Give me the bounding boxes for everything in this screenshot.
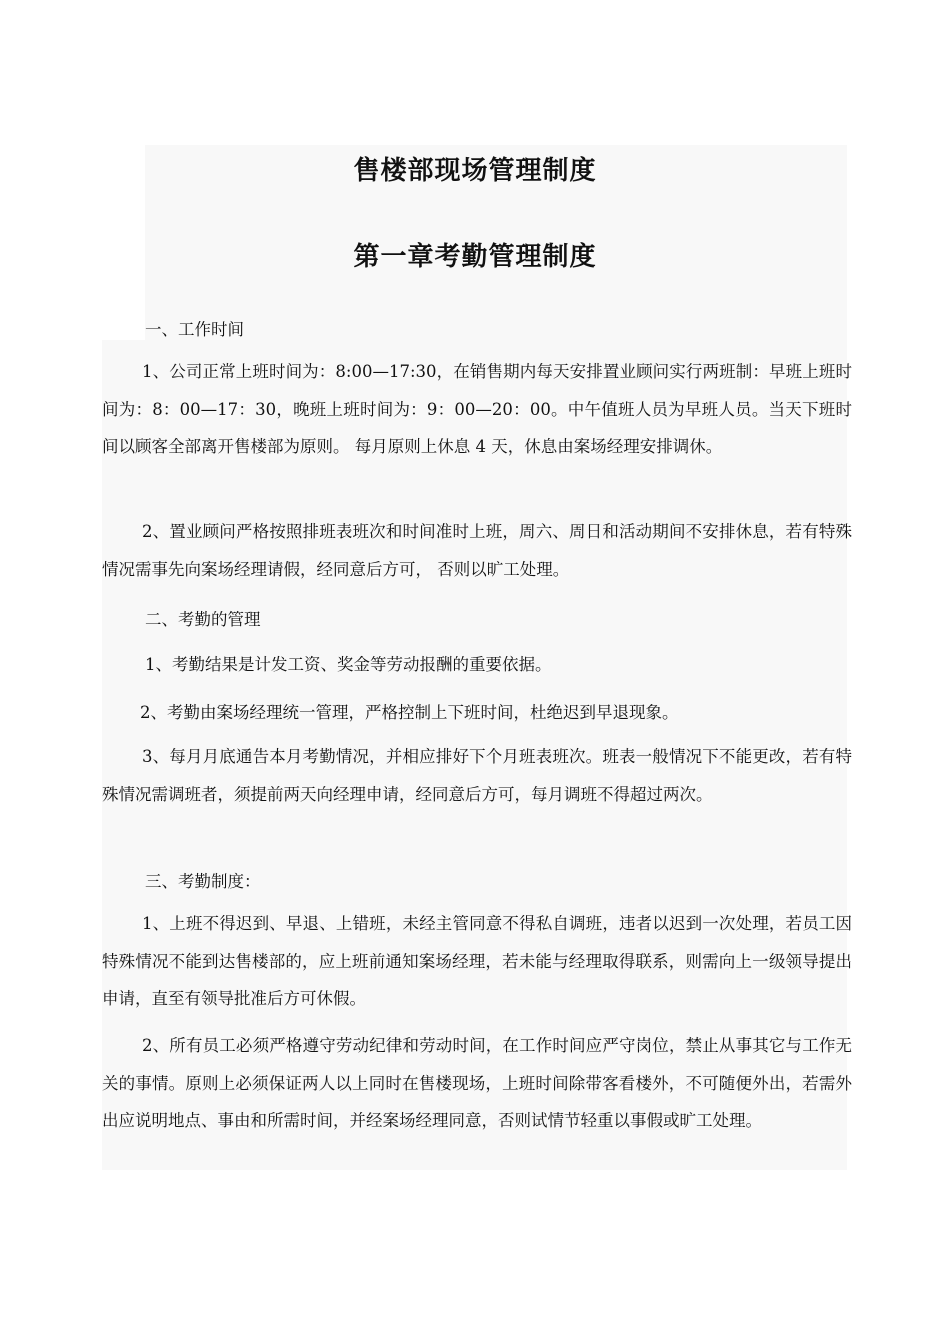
paragraph-monthly-report: 3、每月月底通告本月考勤情况，并相应排好下个月班表班次。班表一般情况下不能更改，若有特殊情况需调班者，须提前两天向经理申请，经同意后方可，每月调班不得超过两次。 — [102, 747, 852, 804]
section-heading-work-time: 一、工作时间 — [145, 320, 244, 339]
section-heading-attendance-rules: 三、考勤制度： — [145, 872, 261, 891]
paragraph-discipline-rules: 2、所有员工必须严格遵守劳动纪律和劳动时间，在工作时间应严守岗位，禁止从事其它与工作无关的事情。原则上必须保证两人以上同时在售楼现场，上班时间除带客看楼外，不可随便外出，若需外出应说明地点、事由和所需时间，并经案场经理同意，否则试情节轻重以事假或旷工处理。 — [102, 1036, 852, 1130]
paragraph-work-hours: 1、公司正常上班时间为：8:00—17:30，在销售期内每天安排置业顾问实行两班制：早班上班时间为：8：00—17：30，晚班上班时间为：9：00—20：00。中午值班人员为早班人员。当天下班时间以顾客全部离开售楼部为原则。 每月原则上休息 4 天，休息由案场经理安排调休。 — [102, 362, 852, 456]
chapter-title: 第一章考勤管理制度 — [353, 242, 597, 272]
section-heading-attendance-management: 二、考勤的管理 — [145, 610, 261, 629]
paragraph-attendance-control: 2、考勤由案场经理统一管理，严格控制上下班时间，杜绝迟到早退现象。 — [140, 703, 679, 722]
document-title: 售楼部现场管理制度 — [353, 156, 597, 186]
paragraph-shift-schedule: 2、置业顾问严格按照排班表班次和时间准时上班，周六、周日和活动期间不安排休息，若有特殊情况需事先向案场经理请假，经同意后方可， 否则以旷工处理。 — [102, 522, 852, 579]
paragraph-attendance-basis: 1、考勤结果是计发工资、奖金等劳动报酬的重要依据。 — [145, 655, 552, 674]
paragraph-lateness-rules: 1、上班不得迟到、早退、上错班，未经主管同意不得私自调班，违者以迟到一次处理，若员工因特殊情况不能到达售楼部的，应上班前通知案场经理，若未能与经理取得联系，则需向上一级领导提出申请，直至有领导批准后方可休假。 — [102, 914, 852, 1008]
